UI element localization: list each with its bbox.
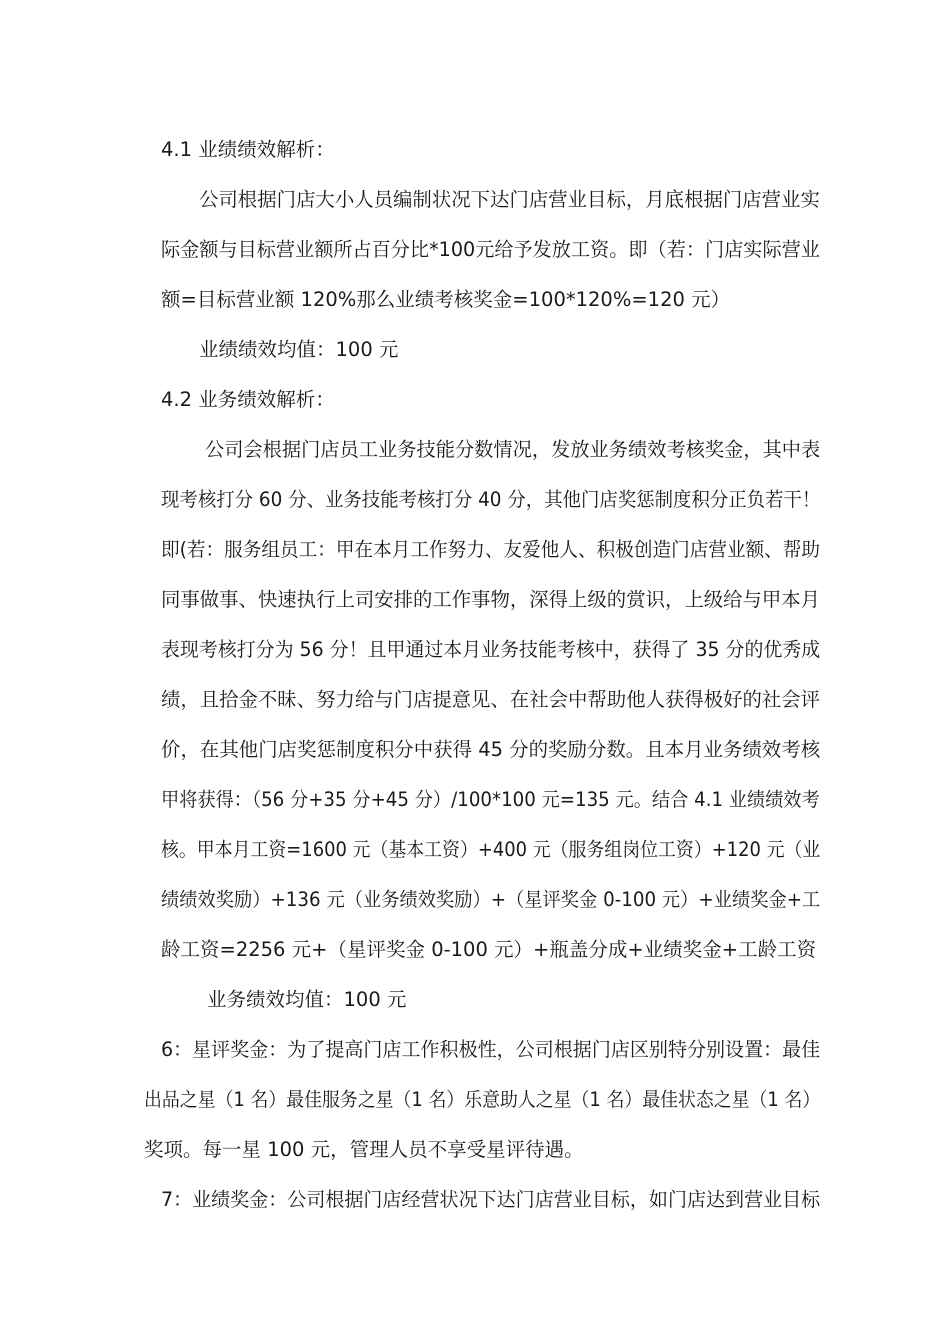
paragraph-line: 甲将获得：（56 分+35 分+45 分）/100*100 元=135 元。结合 4.1 业绩绩效考 <box>161 788 820 811</box>
paragraph-line: 公司会根据门店员工业务技能分数情况，发放业务绩效考核奖金，其中表 <box>205 438 821 461</box>
paragraph-line: 龄工资=2256 元+（星评奖金 0-100 元）+瓶盖分成+业绩奖金+工龄工资 <box>161 938 817 961</box>
paragraph-line: 额=目标营业额 120%那么业绩考核奖金=100*120%=120 元） <box>161 288 731 311</box>
paragraph-line: 即(若：服务组员工：甲在本月工作努力、友爱他人、积极创造门店营业额、帮助 <box>161 538 821 561</box>
paragraph-line: 7：业绩奖金：公司根据门店经营状况下达门店营业目标，如门店达到营业目标 <box>161 1188 821 1211</box>
average-value-line: 业绩绩效均值：100 元 <box>199 338 399 361</box>
average-value-line: 业务绩效均值：100 元 <box>207 988 407 1011</box>
paragraph-line: 绩，且拾金不昧、努力给与门店提意见、在社会中帮助他人获得极好的社会评 <box>161 688 821 711</box>
paragraph-line: 现考核打分 60 分、业务技能考核打分 40 分，其他门店奖惩制度积分正负若干！ <box>161 488 821 511</box>
section-heading-4-1: 4.1 业绩绩效解析： <box>161 138 335 161</box>
paragraph-line: 表现考核打分为 56 分！且甲通过本月业务技能考核中，获得了 35 分的优秀成 <box>161 638 821 661</box>
paragraph-line: 奖项。每一星 100 元，管理人员不享受星评待遇。 <box>144 1138 584 1161</box>
paragraph-line: 际金额与目标营业额所占百分比*100元给予发放工资。即（若：门店实际营业 <box>161 238 820 261</box>
section-heading-4-2: 4.2 业务绩效解析： <box>161 388 335 411</box>
paragraph-line: 出品之星（1 名）最佳服务之星（1 名）乐意助人之星（1 名）最佳状态之星（1 名） <box>144 1088 821 1111</box>
paragraph-line: 绩绩效奖励）+136 元（业务绩效奖励）+（星评奖金 0-100 元）+业绩奖金+工 <box>161 888 821 911</box>
paragraph-line: 6：星评奖金：为了提高门店工作积极性，公司根据门店区别特分别设置：最佳 <box>161 1038 821 1061</box>
paragraph-line: 价，在其他门店奖惩制度积分中获得 45 分的奖励分数。且本月业务绩效考核 <box>161 738 821 761</box>
paragraph-line: 核。甲本月工资=1600 元（基本工资）+400 元（服务组岗位工资）+120 元（业 <box>161 838 821 861</box>
paragraph-line: 同事做事、快速执行上司安排的工作事物，深得上级的赏识，上级给与甲本月 <box>161 588 821 611</box>
paragraph-line: 公司根据门店大小人员编制状况下达门店营业目标，月底根据门店营业实 <box>199 188 820 211</box>
